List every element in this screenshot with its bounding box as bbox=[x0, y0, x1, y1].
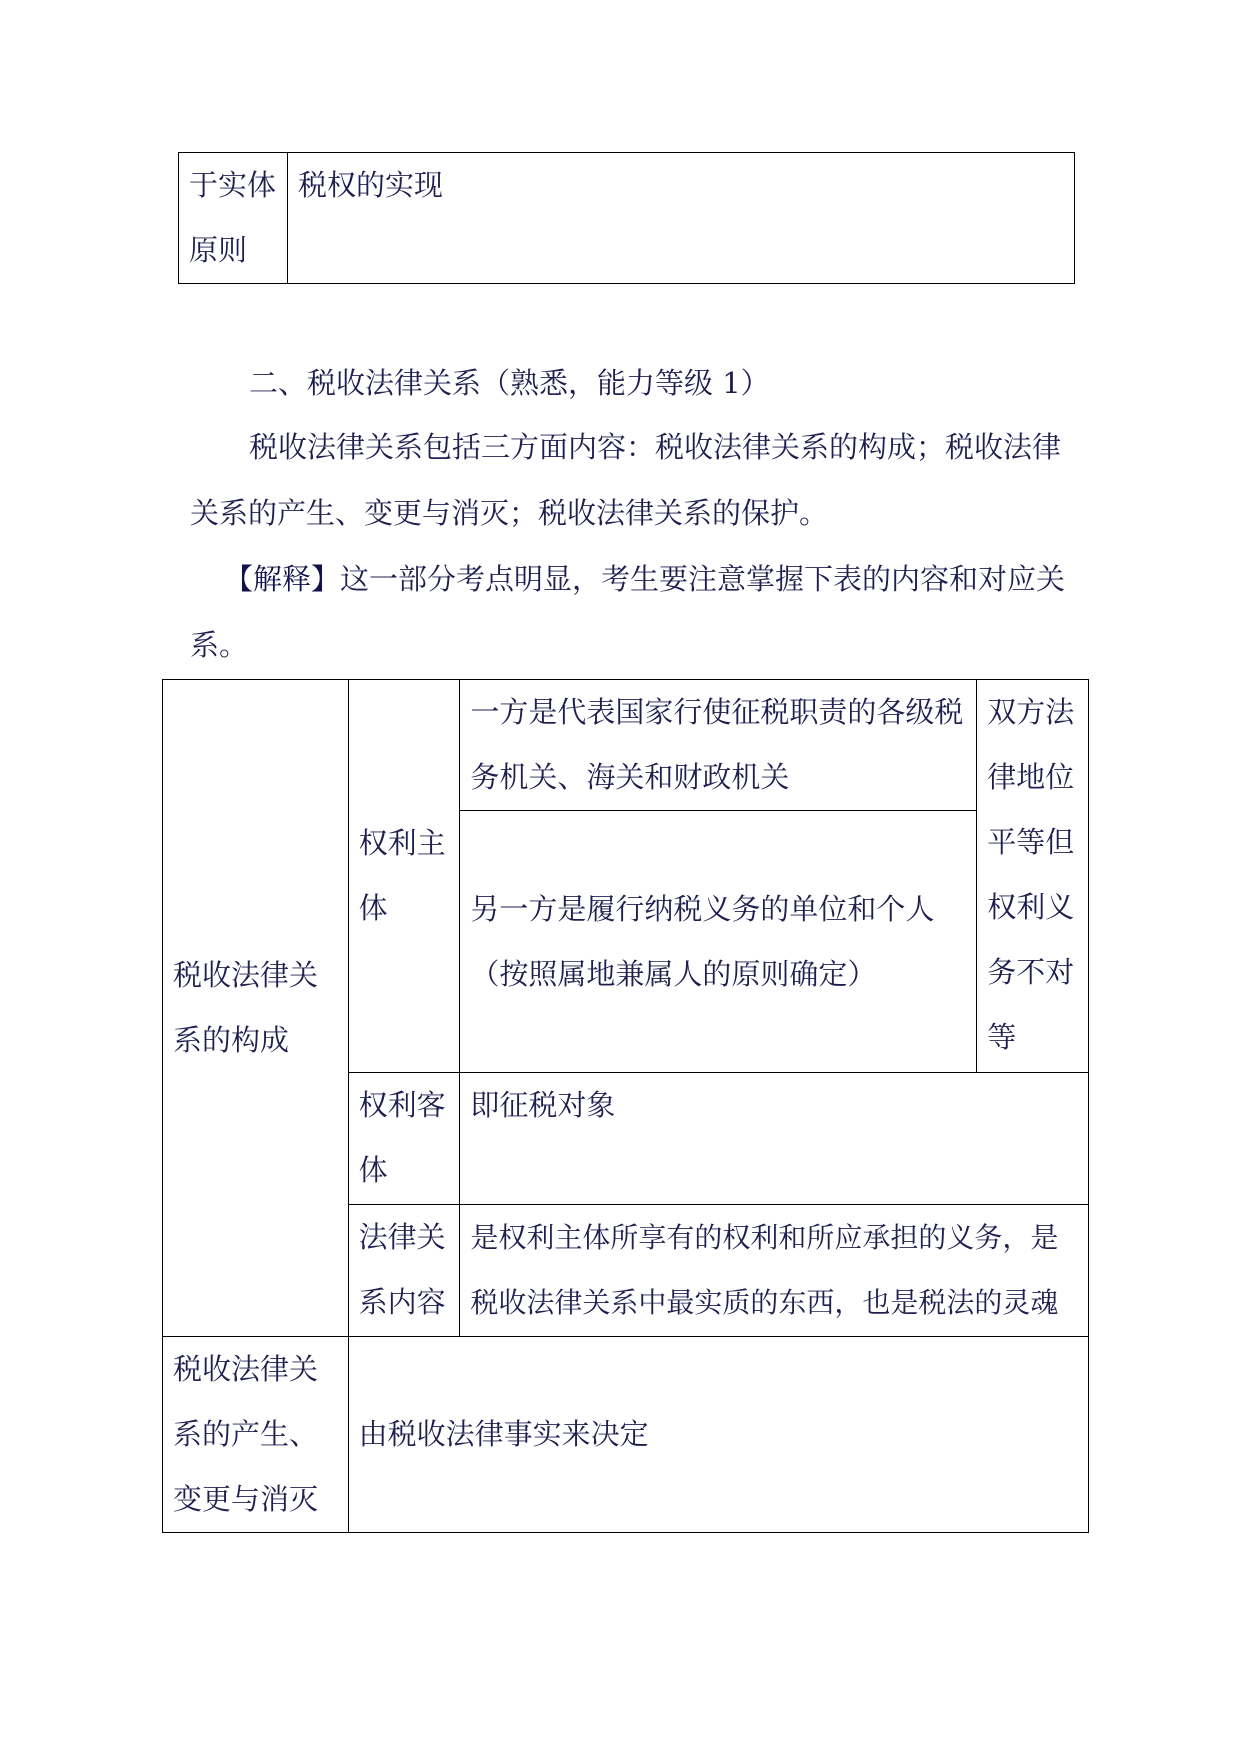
section-paragraph: 税收法律关系包括三方面内容：税收法律关系的构成；税收法律关系的产生、变更与消灭；税收法律关系的保护。 bbox=[190, 430, 1062, 530]
change-value-cell bbox=[348, 1337, 1088, 1533]
subject-label-cell bbox=[348, 680, 460, 1073]
object-value: 即征税对象 bbox=[470, 1088, 616, 1122]
object-label: 权利客体 bbox=[358, 1088, 446, 1187]
change-value: 由税收法律事实来决定 bbox=[358, 1417, 649, 1451]
tax-right-text: 税权的实现 bbox=[298, 168, 444, 202]
change-label-cell bbox=[163, 1337, 349, 1533]
top-table bbox=[178, 152, 1075, 284]
principle-cell bbox=[179, 153, 288, 284]
subject-b-cell bbox=[460, 811, 977, 1073]
object-value-cell bbox=[460, 1073, 1089, 1205]
content-label-cell bbox=[348, 1205, 460, 1337]
change-label: 税收法律关系的产生、变更与消灭 bbox=[173, 1352, 319, 1516]
tax-right-cell bbox=[288, 153, 1075, 284]
subject-a-text: 一方是代表国家行使征税职责的各级税务机关、海关和财政机关 bbox=[470, 695, 964, 794]
subject-note-text: 双方法律地位平等但权利义务不对等 bbox=[987, 695, 1075, 1054]
content-value-cell bbox=[460, 1205, 1089, 1337]
explanation-text: 这一部分考点明显，考生要注意掌握下表的内容和对应关系。 bbox=[190, 562, 1066, 662]
section-heading: 二、税收法律关系（熟悉，能力等级 1） bbox=[249, 366, 770, 400]
subject-note-cell bbox=[977, 680, 1089, 1073]
tax-relationship-table bbox=[162, 679, 1089, 1533]
subject-b-text: 另一方是履行纳税义务的单位和个人（按照属地兼属人的原则确定） bbox=[470, 891, 935, 991]
subject-a-cell bbox=[460, 680, 977, 811]
content-label: 法律关系内容 bbox=[358, 1220, 446, 1319]
subject-label: 权利主体 bbox=[358, 826, 446, 925]
explanation-label: 【解释】 bbox=[224, 562, 341, 596]
content-value: 是权利主体所享有的权利和所应承担的义务，是税收法律关系中最实质的东西，也是税法的灵魂 bbox=[470, 1221, 1059, 1319]
explanation-paragraph bbox=[190, 546, 1070, 678]
composition-cell bbox=[163, 680, 349, 1337]
composition-label: 税收法律关系的构成 bbox=[173, 958, 319, 1057]
principle-text: 于实体原则 bbox=[189, 168, 277, 267]
object-label-cell bbox=[348, 1073, 460, 1205]
